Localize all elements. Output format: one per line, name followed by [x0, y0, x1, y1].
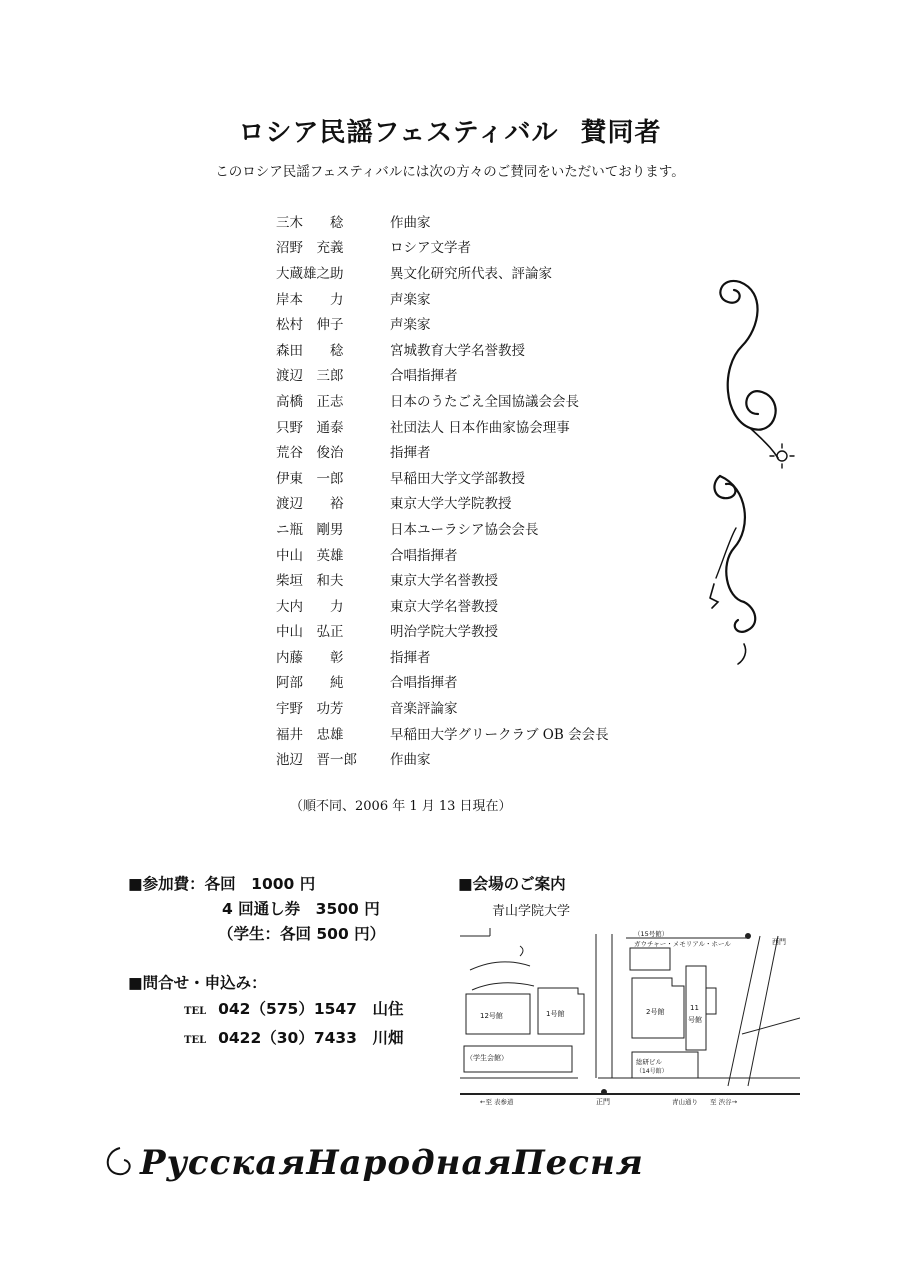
supporter-row: [276, 694, 696, 720]
contact-tel-row: [128, 996, 404, 1025]
fees-heading: ■参加費：: [128, 875, 205, 893]
supporter-name: 福井 忠雄: [276, 726, 344, 743]
contact-number: 042（575）1547: [218, 1000, 357, 1018]
swirl-ornament: [700, 268, 800, 668]
map-label-11: 11: [690, 1004, 699, 1012]
map-label-omotesando: ←至 表参道: [480, 1098, 514, 1106]
supporter-name: 渡辺 裕: [276, 496, 344, 513]
supporter-name: 岸本 力: [276, 291, 344, 308]
list-note: （順不同、2006 年 1 月 13 日現在）: [290, 799, 512, 814]
supporter-row: [276, 592, 696, 618]
ornament-curl: [720, 281, 740, 303]
supporter-title: 明治学院大学教授: [390, 624, 498, 641]
supporter-title: 声楽家: [390, 317, 431, 334]
map-label-1: 1号館: [546, 1010, 565, 1018]
supporter-row: [276, 208, 696, 234]
supporter-title: 音楽評論家: [390, 701, 458, 718]
supporter-row: [276, 310, 696, 336]
map-label-2: 2号館: [646, 1008, 665, 1016]
russian-banner: [100, 1128, 800, 1192]
supporter-name: 渡辺 三郎: [276, 368, 344, 385]
supporter-title: 合唱指揮者: [390, 547, 458, 564]
map-road-west: [748, 936, 778, 1086]
supporter-row: [276, 643, 696, 669]
supporter-row: [276, 515, 696, 541]
ornament-curl: [735, 602, 756, 632]
map-label-14: （14号館）: [636, 1068, 668, 1075]
map-label-hall15: （15号館）: [634, 930, 669, 938]
supporter-title: 社団法人 日本作曲家協会理事: [390, 419, 570, 436]
banner-text: РусскаяНароднаяПесня: [140, 1143, 644, 1183]
supporter-name: ニ瓶 剛男: [276, 521, 344, 538]
supporters-list: [276, 208, 696, 771]
fees-pass: 4 回通し券 3500 円: [222, 900, 380, 918]
ornament-flower: [777, 451, 787, 461]
supporter-name: 荒谷 俊治: [276, 445, 344, 462]
supporter-title: 日本のうたごえ全国協議会会長: [390, 393, 579, 410]
ornament-stem: [750, 428, 778, 458]
supporter-title: 指揮者: [390, 445, 431, 462]
supporter-row: [276, 541, 696, 567]
map-gate-dot: [746, 934, 751, 939]
map-label-aoyama-dori: 青山通り: [672, 1098, 698, 1106]
supporter-row: [276, 618, 696, 644]
supporter-name: 大内 力: [276, 598, 344, 615]
title-suffix: 賛同者: [580, 118, 662, 148]
supporter-name: 松村 伸子: [276, 317, 344, 334]
supporter-row: [276, 285, 696, 311]
supporter-title: 作曲家: [390, 752, 431, 769]
supporter-title: 合唱指揮者: [390, 675, 458, 692]
venue-map: [460, 926, 800, 1112]
supporter-title: 指揮者: [390, 649, 431, 666]
map-label-west-gate: 西門: [772, 938, 786, 946]
supporter-row: [276, 413, 696, 439]
supporter-name: 中山 弘正: [276, 624, 344, 641]
venue-heading: ■会場のご案内: [458, 875, 566, 893]
contact-number: 0422（30）7433: [218, 1029, 357, 1047]
map-label-soken: 総研ビル: [636, 1058, 662, 1066]
supporter-title: 作曲家: [390, 214, 431, 231]
supporter-name: 阿部 純: [276, 675, 344, 692]
supporter-row: [276, 234, 696, 260]
supporter-title: 宮城教育大学名誉教授: [390, 342, 525, 359]
supporter-title: 異文化研究所代表、評論家: [390, 265, 552, 282]
contact-person: 川畑: [372, 1029, 404, 1047]
supporter-name: 宇野 功芳: [276, 701, 344, 718]
supporter-name: 池辺 晋一郎: [276, 752, 357, 769]
map-label-12: 12号館: [480, 1012, 503, 1020]
map-building-15: [630, 948, 670, 970]
supporter-row: [276, 464, 696, 490]
fees-student: （学生：各回 500 円）: [218, 925, 386, 943]
supporter-row: [276, 362, 696, 388]
tel-mark: TEL: [184, 1035, 207, 1046]
ornament-petals: [770, 444, 794, 468]
contact-person: 山住: [372, 1000, 404, 1018]
page-title: [0, 112, 900, 149]
supporter-title: 東京大学名誉教授: [390, 573, 498, 590]
map-road: [742, 1018, 800, 1034]
page-subtitle: このロシア民謡フェスティバルには次の方々のご賛同をいただいております。: [215, 164, 685, 180]
supporter-row: [276, 490, 696, 516]
map-path: [470, 946, 534, 990]
map-label-student-hall: （学生会館）: [466, 1054, 508, 1062]
supporter-title: 東京大学大学院教授: [390, 496, 512, 513]
fees-per-session: 各回 1000 円: [204, 875, 316, 893]
supporter-row: [276, 336, 696, 362]
map-gate-dot: [602, 1090, 607, 1095]
title-main: ロシア民謡フェスティバル: [238, 118, 559, 148]
supporter-name: 大蔵雄之助: [276, 265, 344, 282]
supporter-row: [276, 566, 696, 592]
map-label-shibuya: 至 渋谷→: [710, 1098, 738, 1106]
map-label-main-gate: 正門: [596, 1098, 610, 1106]
map-road-west: [728, 936, 760, 1086]
supporter-title: 日本ユーラシア協会会長: [390, 521, 539, 538]
supporter-name: 沼野 充義: [276, 240, 344, 257]
supporter-title: 東京大学名誉教授: [390, 598, 498, 615]
supporter-name: 内藤 彰: [276, 649, 344, 666]
supporter-title: 早稲田大学グリークラブ OB 会会長: [390, 726, 609, 743]
supporter-title: ロシア文学者: [390, 240, 471, 257]
supporter-name: 森田 稔: [276, 342, 344, 359]
supporter-row: [276, 745, 696, 771]
ornament-end: [738, 644, 746, 664]
supporter-row: [276, 438, 696, 464]
supporter-name: 只野 通泰: [276, 419, 344, 436]
supporter-name: 高橋 正志: [276, 393, 344, 410]
tel-mark: TEL: [184, 1006, 207, 1017]
venue-campus: 青山学院大学: [492, 904, 571, 919]
supporter-name: 三木 稔: [276, 214, 344, 231]
contact-section: [128, 970, 404, 1054]
banner-swirl-left: [108, 1148, 130, 1174]
supporter-row: [276, 720, 696, 746]
supporter-name: 柴垣 和夫: [276, 573, 344, 590]
ornament-tassel: [710, 584, 718, 608]
fees-first-line: [128, 872, 385, 897]
contact-tel-row: [128, 1025, 404, 1054]
fees-section: [128, 872, 385, 947]
contact-heading: ■問合せ・申込み：: [128, 974, 267, 992]
supporter-title: 声楽家: [390, 291, 431, 308]
map-label-memorial-hall: ガウチャー・メモリアル・ホール: [634, 940, 731, 948]
ornament-main-curve: [728, 282, 776, 430]
map-label-11-suffix: 号館: [688, 1016, 702, 1024]
supporter-title: 早稲田大学文学部教授: [390, 470, 525, 487]
supporter-row: [276, 387, 696, 413]
supporter-title: 合唱指揮者: [390, 368, 458, 385]
supporter-name: 中山 英雄: [276, 547, 344, 564]
supporter-row: [276, 259, 696, 285]
supporter-row: [276, 669, 696, 695]
ornament-lower-curve: [720, 476, 745, 602]
supporter-name: 伊東 一郎: [276, 470, 344, 487]
